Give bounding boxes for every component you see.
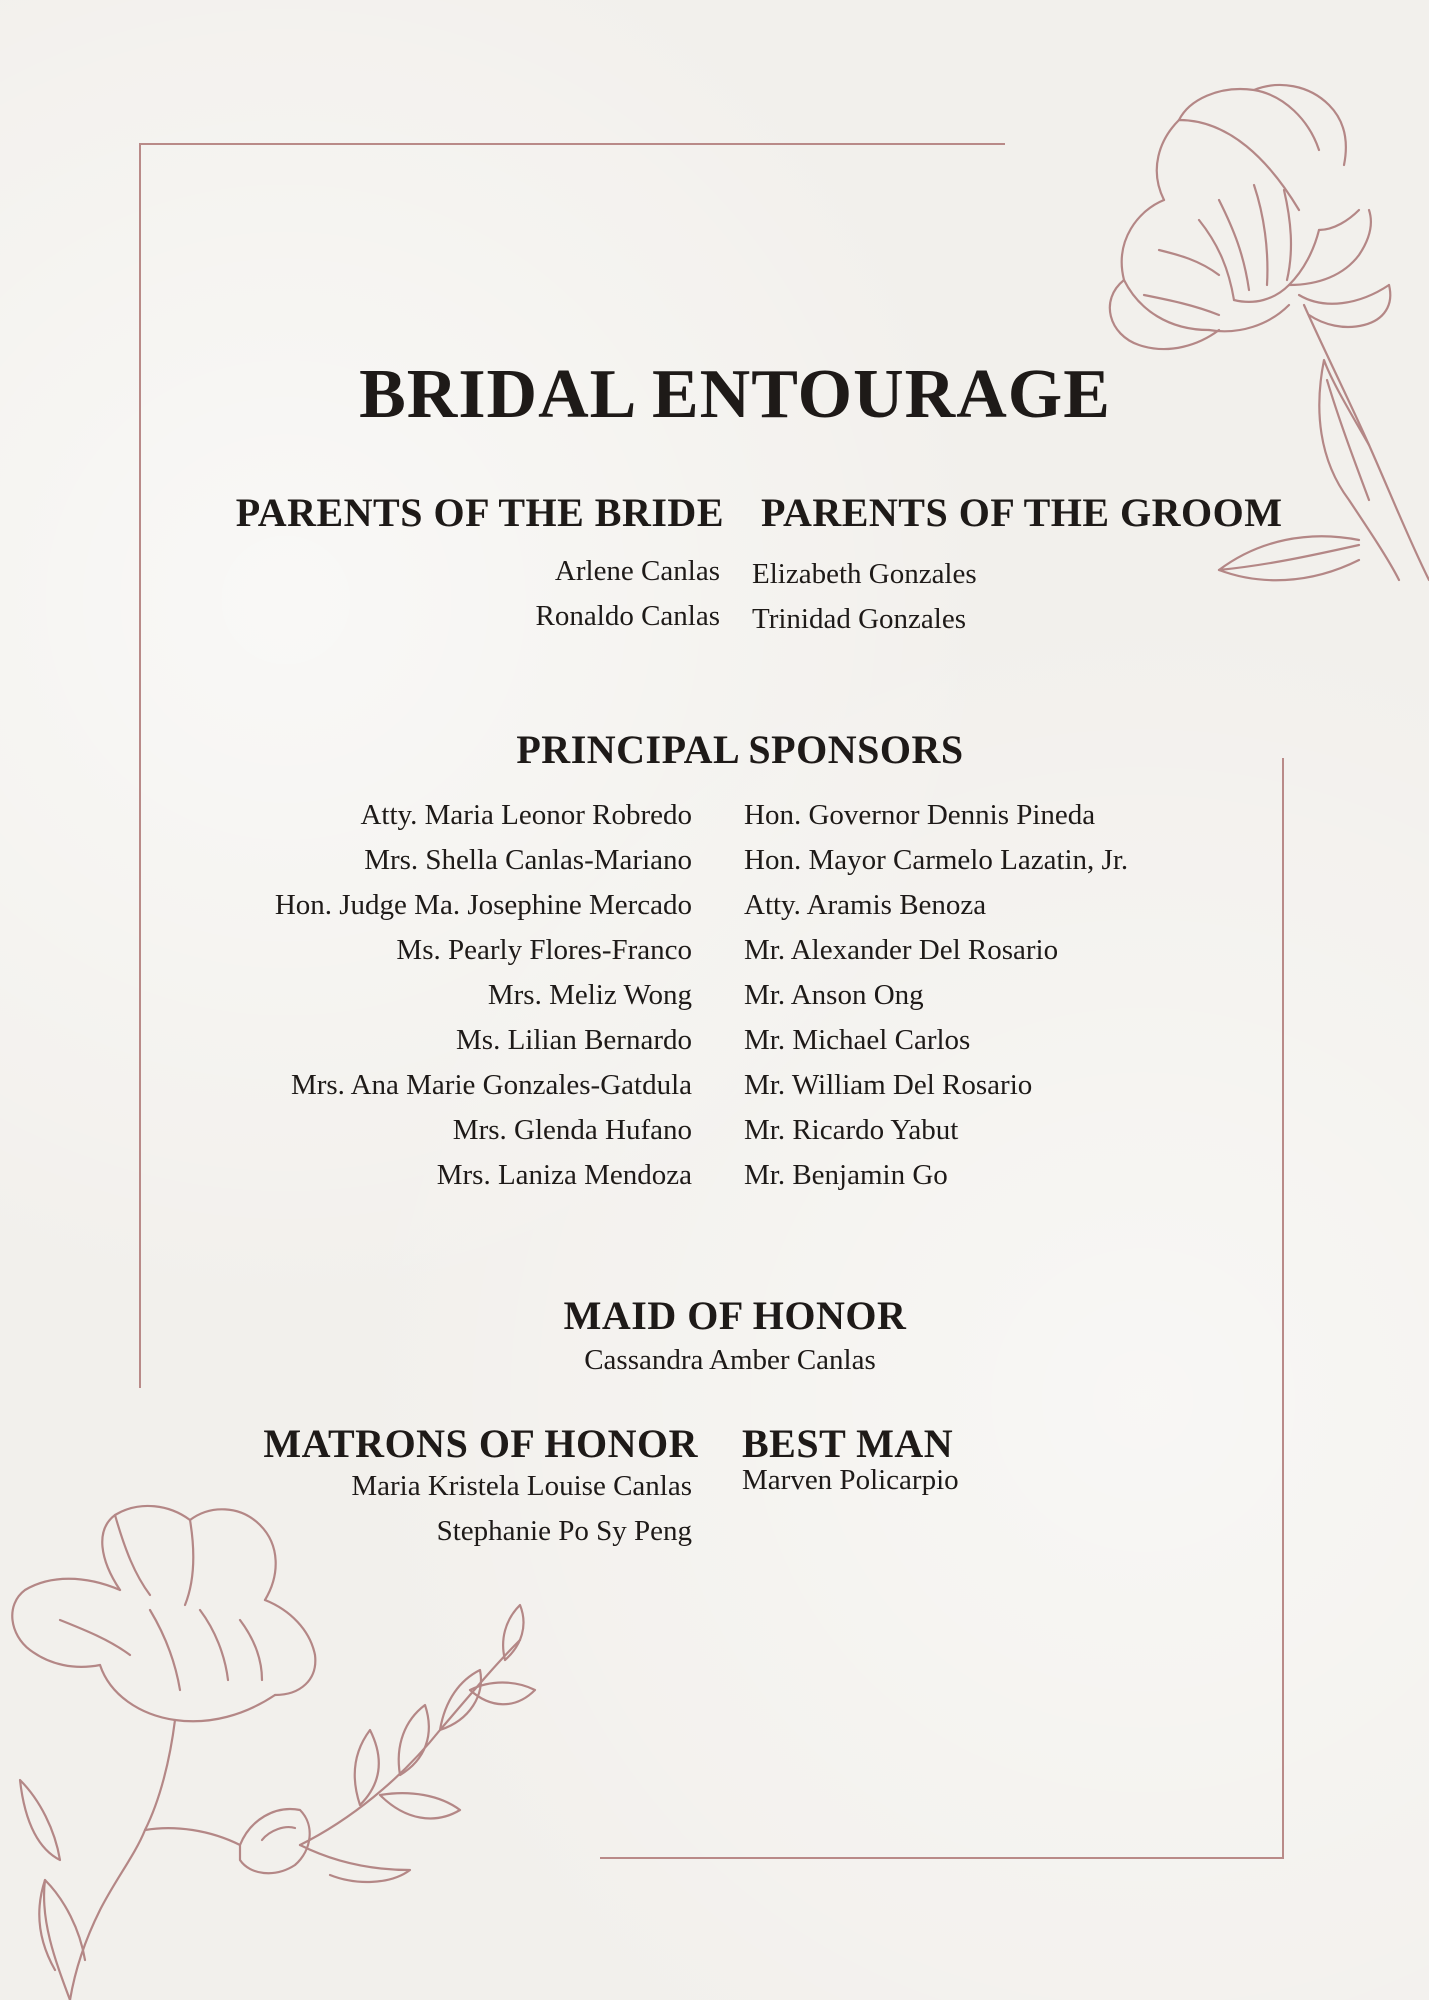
list-item: Mrs. Shella Canlas-Mariano — [364, 844, 692, 876]
best-man-name: Marven Policarpio — [742, 1464, 959, 1496]
list-item: Hon. Mayor Carmelo Lazatin, Jr. — [744, 844, 1129, 876]
matrons-of-honor-heading: MATRONS OF HONOR — [263, 1421, 698, 1466]
list-item: Atty. Maria Leonor Robredo — [360, 799, 692, 831]
list-item: Mrs. Meliz Wong — [487, 979, 692, 1011]
parents-groom-list — [752, 552, 977, 642]
list-item: Atty. Aramis Benoza — [744, 889, 987, 921]
parents-bride-list — [536, 549, 720, 639]
bottom-left-flower-icon — [0, 1480, 560, 2000]
list-item: Hon. Judge Ma. Josephine Mercado — [274, 889, 692, 921]
maid-of-honor-name: Cassandra Amber Canlas — [584, 1344, 876, 1376]
list-item: Trinidad Gonzales — [752, 603, 966, 635]
parents-bride-heading: PARENTS OF THE BRIDE — [235, 490, 724, 535]
list-item: Arlene Canlas — [554, 555, 720, 587]
list-item: Mr. Alexander Del Rosario — [744, 934, 1059, 966]
list-item: Elizabeth Gonzales — [752, 558, 977, 590]
page-title: BRIDAL ENTOURAGE — [359, 356, 1111, 433]
list-item: Mr. Anson Ong — [744, 979, 924, 1011]
list-item: Maria Kristela Louise Canlas — [351, 1470, 692, 1502]
sponsors-left-list — [275, 793, 692, 1198]
list-item: Stephanie Po Sy Peng — [436, 1515, 692, 1547]
list-item: Mrs. Laniza Mendoza — [436, 1159, 692, 1191]
list-item: Mrs. Glenda Hufano — [452, 1114, 692, 1146]
list-item: Mrs. Ana Marie Gonzales-Gatdula — [290, 1069, 692, 1101]
frame-top-line — [139, 143, 1005, 145]
list-item: Mr. William Del Rosario — [744, 1069, 1033, 1101]
best-man-heading: BEST MAN — [742, 1421, 954, 1466]
frame-bottom-line — [600, 1857, 1284, 1859]
list-item: Ronaldo Canlas — [535, 600, 720, 632]
principal-sponsors-heading: PRINCIPAL SPONSORS — [516, 727, 964, 772]
matrons-of-honor-list — [351, 1464, 692, 1554]
list-item: Mr. Michael Carlos — [744, 1024, 971, 1056]
list-item: Ms. Lilian Bernardo — [456, 1024, 692, 1056]
maid-of-honor-heading: MAID OF HONOR — [563, 1293, 907, 1338]
sponsors-right-list — [744, 793, 1128, 1198]
list-item: Mr. Ricardo Yabut — [744, 1114, 959, 1146]
list-item: Mr. Benjamin Go — [744, 1159, 948, 1191]
list-item: Ms. Pearly Flores-Franco — [396, 934, 692, 966]
list-item: Hon. Governor Dennis Pineda — [744, 799, 1096, 831]
parents-groom-heading: PARENTS OF THE GROOM — [761, 490, 1283, 535]
